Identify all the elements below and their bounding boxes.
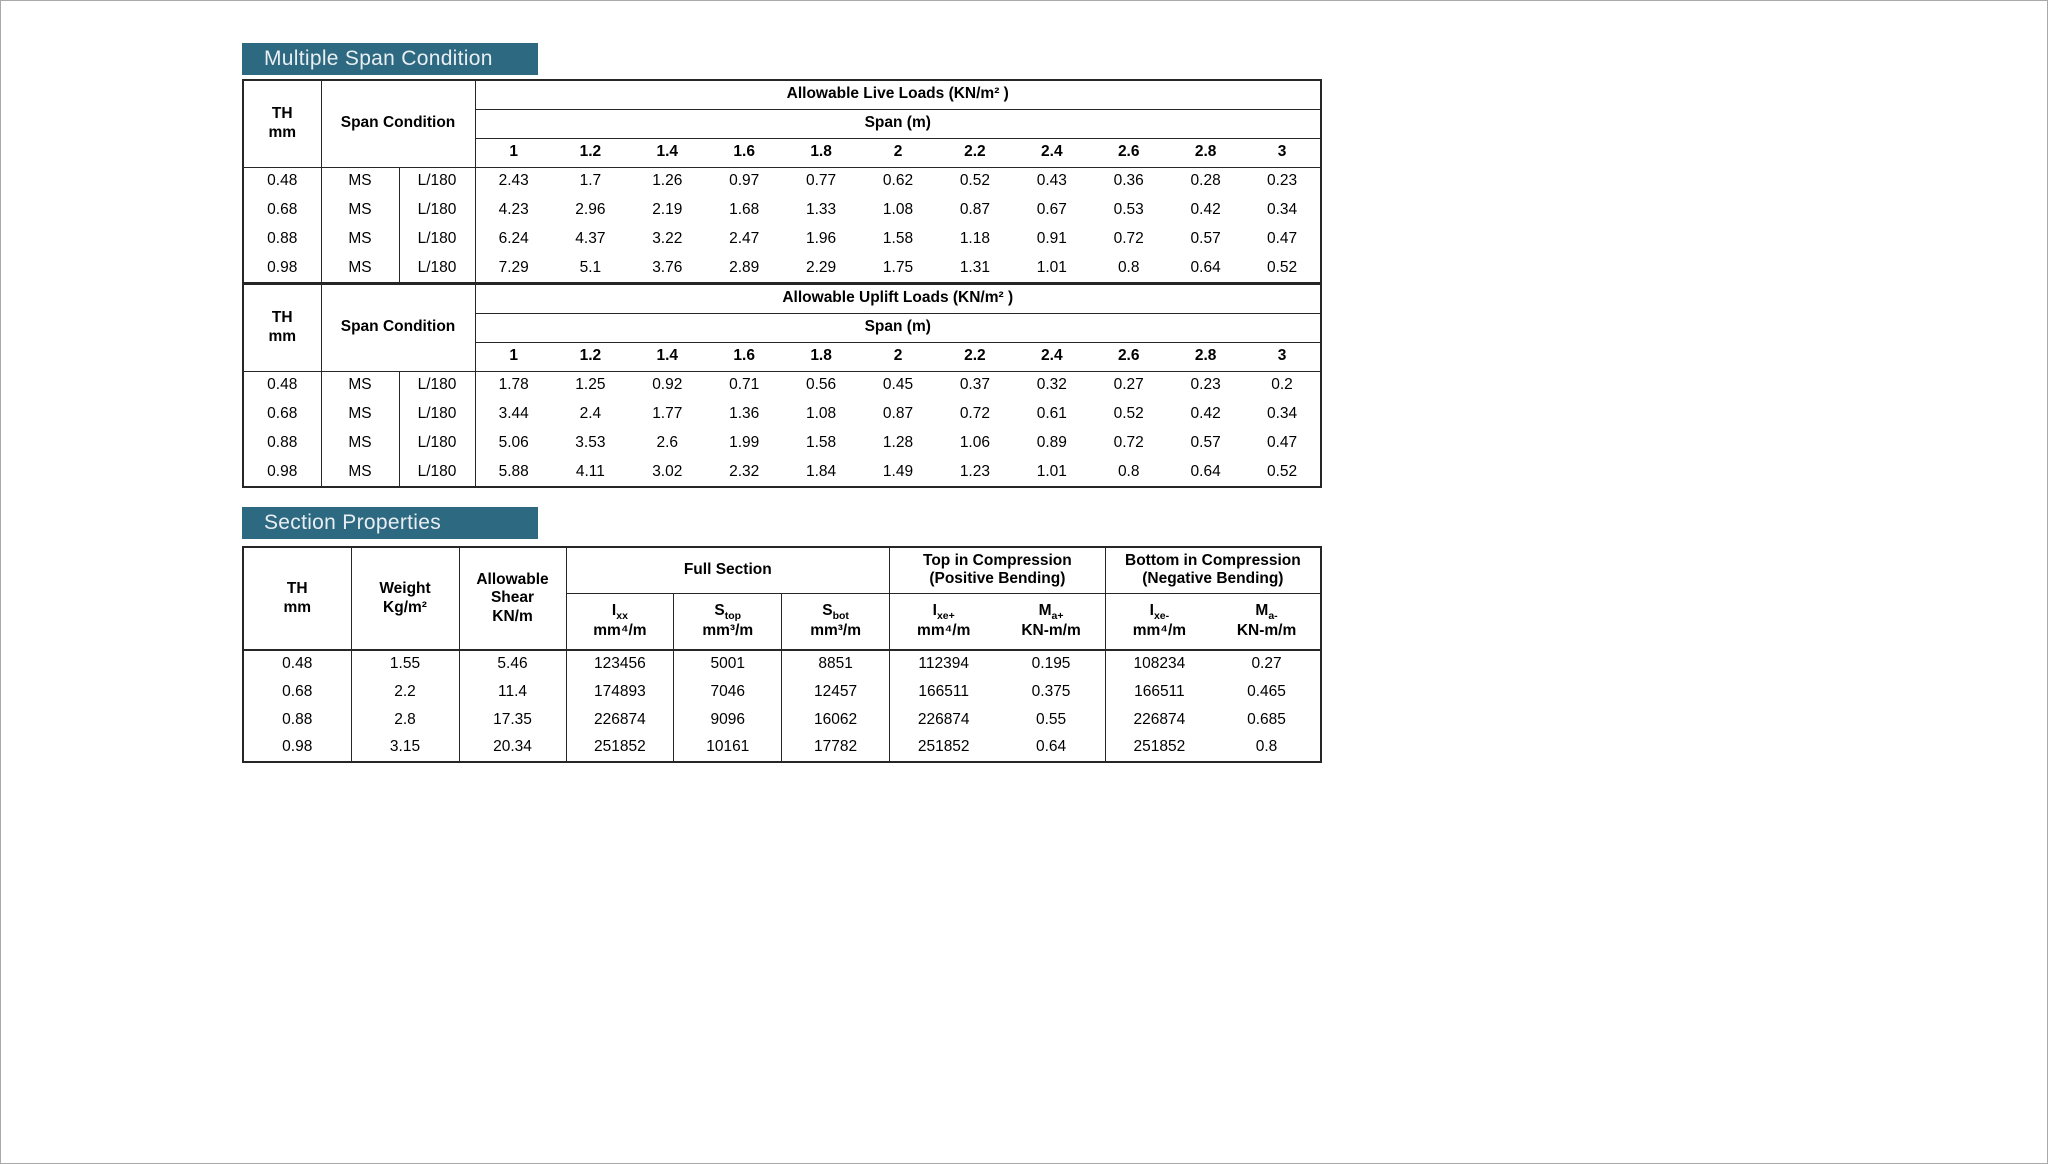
section-value-cell: 2.8: [351, 706, 459, 734]
load-value-cell: 1.25: [575, 376, 606, 394]
section-data-row: [243, 678, 1321, 706]
th-value-cell: 0.98: [243, 254, 321, 283]
span-condition-header: Span Condition: [321, 80, 475, 167]
live-title-row: [243, 80, 1321, 109]
uplift-data-row: [243, 400, 1321, 429]
allowable-shear-column-header: Allowable Shear KN/m: [459, 547, 566, 650]
span-column-header: 2.2: [936, 342, 1013, 371]
load-value-cell: 0.64: [1190, 258, 1221, 276]
load-value-cell: 0.47: [1266, 230, 1298, 248]
section-value-cell: 0.8: [1255, 738, 1278, 756]
live-loads-title: Allowable Live Loads (KN/m² ): [475, 80, 1321, 109]
section-group-header-row: [243, 547, 1321, 593]
section-data-row: [243, 706, 1321, 734]
span-condition-cell: MS: [321, 371, 399, 400]
load-value-cell: 1.96: [806, 230, 837, 248]
span-column-header: 2.6: [1090, 138, 1167, 167]
section-value-cell: 0.98: [243, 734, 351, 762]
deflection-limit-cell: L/180: [399, 371, 475, 400]
load-value-cell: 1.78: [498, 376, 529, 394]
deflection-limit-cell: L/180: [399, 400, 475, 429]
span-condition-cell: MS: [321, 254, 399, 283]
ixx-column-header: $I_{xx}$ mm⁴/m: [566, 593, 674, 650]
load-value-cell: 0.52: [1266, 258, 1298, 276]
load-value-cell: 6.24: [498, 230, 529, 248]
section-value-cell: 2.2: [351, 678, 459, 706]
section-value-cell: 5001: [674, 650, 782, 678]
section-value-cell: 9096: [674, 706, 782, 734]
section-value-cell: 7046: [674, 678, 782, 706]
section-properties-banner: [242, 507, 538, 539]
load-value-cell: 1.99: [729, 434, 760, 452]
span-column-header: 1.2: [552, 342, 629, 371]
load-value-cell: 0.67: [1036, 201, 1067, 219]
load-value-cell: 0.89: [1036, 434, 1067, 452]
uplift-data-row: [243, 371, 1321, 400]
th-column-header: TH mm: [243, 80, 321, 167]
span-condition-cell: MS: [321, 458, 399, 487]
section-value-cell: 16062: [782, 706, 890, 734]
th-column-header: TH mm: [243, 547, 351, 650]
span-column-header: 1.8: [783, 342, 860, 371]
ixe-pos-column-header: $I_{xe+}$ mm⁴/m: [890, 593, 998, 650]
section-value-cell: 112394: [918, 655, 969, 673]
section-value-cell: 0.88: [243, 706, 351, 734]
load-value-cell: 0.57: [1190, 230, 1221, 248]
load-value-cell: 3.44: [498, 405, 529, 423]
section-value-cell: 0.48: [243, 650, 351, 678]
load-value-cell: 0.2: [1271, 376, 1293, 394]
live-data-row: [243, 196, 1321, 225]
span-column-header: 2.4: [1013, 342, 1090, 371]
load-value-cell: 0.42: [1190, 405, 1221, 423]
load-value-cell: 0.91: [1036, 230, 1067, 248]
th-value-cell: 0.48: [243, 371, 321, 400]
load-value-cell: 0.64: [1190, 462, 1221, 480]
load-value-cell: 0.62: [882, 172, 914, 190]
load-value-cell: 1.58: [806, 434, 837, 452]
live-data-row: [243, 254, 1321, 283]
load-value-cell: 1.7: [579, 172, 602, 190]
section-value-cell: 11.4: [459, 678, 566, 706]
load-value-cell: 1.01: [1036, 258, 1067, 276]
load-value-cell: 0.23: [1266, 172, 1298, 190]
load-value-cell: 2.6: [656, 434, 679, 452]
load-value-cell: 0.72: [959, 405, 990, 423]
deflection-limit-cell: L/180: [399, 429, 475, 458]
allowable-uplift-loads-table: [242, 283, 1322, 488]
span-condition-cell: MS: [321, 196, 399, 225]
section-value-cell: 0.195: [997, 650, 1105, 678]
stop-column-header: $S_{top}$ mm³/m: [674, 593, 782, 650]
section-value-cell: 20.34: [459, 734, 566, 762]
section-value-cell: 251852: [917, 738, 970, 756]
span-m-label: Span (m): [475, 109, 1321, 138]
section-value-cell: 166511: [918, 682, 969, 700]
th-value-cell: 0.68: [243, 400, 321, 429]
section-value-cell: 3.15: [351, 734, 459, 762]
section-value-cell: 0.375: [997, 678, 1105, 706]
span-column-header: 3: [1244, 138, 1321, 167]
load-value-cell: 1.58: [882, 230, 914, 248]
deflection-limit-cell: L/180: [399, 196, 475, 225]
load-value-cell: 3.76: [652, 258, 683, 276]
section-value-cell: 0.68: [243, 678, 351, 706]
ma-neg-column-header: $M_{a-}$ KN-m/m: [1213, 593, 1321, 650]
load-value-cell: 1.75: [882, 258, 914, 276]
load-value-cell: 0.47: [1266, 434, 1298, 452]
load-value-cell: 1.23: [959, 462, 990, 480]
load-value-cell: 0.32: [1036, 376, 1067, 394]
span-column-header: 1.6: [706, 138, 783, 167]
load-value-cell: 2.89: [729, 258, 760, 276]
load-value-cell: 0.53: [1113, 201, 1144, 219]
section-value-cell: 0.55: [997, 706, 1105, 734]
load-value-cell: 1.68: [729, 201, 760, 219]
load-value-cell: 5.88: [498, 462, 529, 480]
load-value-cell: 0.27: [1113, 376, 1144, 394]
load-value-cell: 0.8: [1117, 462, 1140, 480]
section-value-cell: 174893: [566, 678, 674, 706]
load-value-cell: 0.34: [1266, 201, 1298, 219]
section-value-cell: 0.27: [1251, 655, 1282, 673]
deflection-limit-cell: L/180: [399, 254, 475, 283]
load-value-cell: 0.77: [806, 172, 837, 190]
load-value-cell: 0.71: [729, 376, 760, 394]
section-data-row: [243, 650, 1321, 678]
load-value-cell: 2.47: [729, 230, 760, 248]
load-value-cell: 0.8: [1117, 258, 1140, 276]
load-value-cell: 0.57: [1190, 434, 1221, 452]
load-value-cell: 0.56: [806, 376, 837, 394]
load-value-cell: 0.36: [1113, 172, 1144, 190]
uplift-data-row: [243, 429, 1321, 458]
load-value-cell: 1.01: [1036, 462, 1067, 480]
load-value-cell: 0.87: [959, 201, 990, 219]
load-value-cell: 7.29: [498, 258, 529, 276]
load-value-cell: 0.52: [1113, 405, 1144, 423]
load-value-cell: 0.52: [959, 172, 990, 190]
span-condition-cell: MS: [321, 400, 399, 429]
load-value-cell: 1.08: [806, 405, 837, 423]
span-column-header: 1: [475, 138, 552, 167]
load-value-cell: 0.45: [882, 376, 914, 394]
span-column-header: 3: [1244, 342, 1321, 371]
th-value-cell: 0.98: [243, 458, 321, 487]
load-value-cell: 2.96: [575, 201, 606, 219]
load-value-cell: 0.42: [1190, 201, 1221, 219]
load-value-cell: 4.23: [498, 201, 529, 219]
load-value-cell: 0.23: [1190, 376, 1221, 394]
load-value-cell: 2.32: [729, 462, 760, 480]
load-value-cell: 1.06: [959, 434, 990, 452]
span-column-header: 2.8: [1167, 138, 1244, 167]
full-section-group-header: Full Section: [566, 547, 890, 593]
th-value-cell: 0.48: [243, 167, 321, 196]
span-column-header: 1.6: [706, 342, 783, 371]
load-value-cell: 3.02: [652, 462, 683, 480]
section-properties-title: Section Properties: [264, 511, 441, 534]
load-value-cell: 1.36: [729, 405, 760, 423]
span-column-header: 1.8: [783, 138, 860, 167]
section-value-cell: 166511: [1134, 682, 1185, 700]
load-value-cell: 0.87: [882, 405, 914, 423]
span-column-header: 1: [475, 342, 552, 371]
load-value-cell: 5.06: [498, 434, 529, 452]
section-value-cell: 0.685: [1247, 710, 1286, 728]
uplift-data-row: [243, 458, 1321, 487]
span-condition-header: Span Condition: [321, 284, 475, 371]
load-value-cell: 1.84: [806, 462, 837, 480]
span-column-header: 1.4: [629, 342, 706, 371]
sbot-column-header: $S_{bot}$ mm³/m: [782, 593, 890, 650]
multiple-span-condition-title: Multiple Span Condition: [264, 47, 493, 70]
section-data-row: [243, 734, 1321, 762]
load-value-cell: 1.18: [959, 230, 990, 248]
section-value-cell: 226874: [566, 706, 674, 734]
section-value-cell: 17.35: [459, 706, 566, 734]
section-value-cell: 1.55: [351, 650, 459, 678]
span-column-header: 1.2: [552, 138, 629, 167]
section-value-cell: 17782: [782, 734, 890, 762]
uplift-title-row: [243, 284, 1321, 313]
span-column-header: 2: [860, 342, 937, 371]
uplift-loads-title: Allowable Uplift Loads (KN/m² ): [475, 284, 1321, 313]
section-value-cell: 0.465: [1247, 682, 1286, 700]
span-column-header: 2.2: [936, 138, 1013, 167]
span-column-header: 1.4: [629, 138, 706, 167]
section-value-cell: 108234: [1133, 655, 1186, 673]
load-value-cell: 0.34: [1266, 405, 1298, 423]
span-column-header: 2.4: [1013, 138, 1090, 167]
live-data-row: [243, 225, 1321, 254]
load-value-cell: 1.26: [652, 172, 683, 190]
load-value-cell: 0.52: [1266, 462, 1298, 480]
load-value-cell: 1.31: [959, 258, 990, 276]
ixe-neg-column-header: $I_{xe-}$ mm⁴/m: [1105, 593, 1213, 650]
load-value-cell: 2.19: [652, 201, 683, 219]
load-value-cell: 0.43: [1036, 172, 1067, 190]
span-condition-cell: MS: [321, 167, 399, 196]
weight-column-header: Weight Kg/m²: [351, 547, 459, 650]
span-condition-cell: MS: [321, 225, 399, 254]
deflection-limit-cell: L/180: [399, 458, 475, 487]
th-column-header: TH mm: [243, 284, 321, 371]
load-value-cell: 0.28: [1190, 172, 1221, 190]
section-value-cell: 251852: [1133, 738, 1186, 756]
section-value-cell: 12457: [782, 678, 890, 706]
span-condition-cell: MS: [321, 429, 399, 458]
th-value-cell: 0.88: [243, 429, 321, 458]
ma-pos-column-header: $M_{a+}$ KN-m/m: [997, 593, 1105, 650]
section-value-cell: 226874: [917, 710, 970, 728]
live-data-row: [243, 167, 1321, 196]
span-column-header: 2.8: [1167, 342, 1244, 371]
th-value-cell: 0.68: [243, 196, 321, 225]
multiple-span-condition-banner: [242, 43, 538, 75]
span-column-header: 2.6: [1090, 342, 1167, 371]
bottom-compression-group-header: Bottom in Compression (Negative Bending): [1105, 547, 1321, 593]
section-value-cell: 251852: [566, 734, 674, 762]
load-value-cell: 2.43: [498, 172, 529, 190]
top-compression-group-header: Top in Compression (Positive Bending): [890, 547, 1106, 593]
section-value-cell: 10161: [674, 734, 782, 762]
allowable-live-loads-table: [242, 79, 1322, 284]
section-value-cell: 0.64: [997, 734, 1105, 762]
section-properties-table: [242, 546, 1322, 763]
load-value-cell: 0.97: [729, 172, 760, 190]
load-value-cell: 1.49: [882, 462, 914, 480]
load-value-cell: 1.33: [806, 201, 837, 219]
load-value-cell: 5.1: [579, 258, 602, 276]
section-value-cell: 226874: [1133, 710, 1186, 728]
deflection-limit-cell: L/180: [399, 225, 475, 254]
load-value-cell: 4.37: [575, 230, 606, 248]
load-value-cell: 0.92: [652, 376, 683, 394]
load-value-cell: 0.61: [1036, 405, 1067, 423]
deflection-limit-cell: L/180: [399, 167, 475, 196]
load-value-cell: 4.11: [575, 462, 605, 480]
section-value-cell: 5.46: [459, 650, 566, 678]
load-value-cell: 2.29: [806, 258, 837, 276]
load-value-cell: 3.53: [575, 434, 606, 452]
load-value-cell: 3.22: [652, 230, 683, 248]
th-value-cell: 0.88: [243, 225, 321, 254]
load-value-cell: 0.72: [1113, 434, 1144, 452]
load-value-cell: 1.77: [652, 405, 683, 423]
section-value-cell: 8851: [782, 650, 890, 678]
span-m-label: Span (m): [475, 313, 1321, 342]
section-value-cell: 123456: [566, 650, 674, 678]
load-value-cell: 0.37: [959, 376, 990, 394]
load-value-cell: 1.28: [882, 434, 914, 452]
load-value-cell: 1.08: [882, 201, 914, 219]
load-value-cell: 2.4: [579, 405, 602, 423]
span-column-header: 2: [860, 138, 937, 167]
load-value-cell: 0.72: [1113, 230, 1144, 248]
